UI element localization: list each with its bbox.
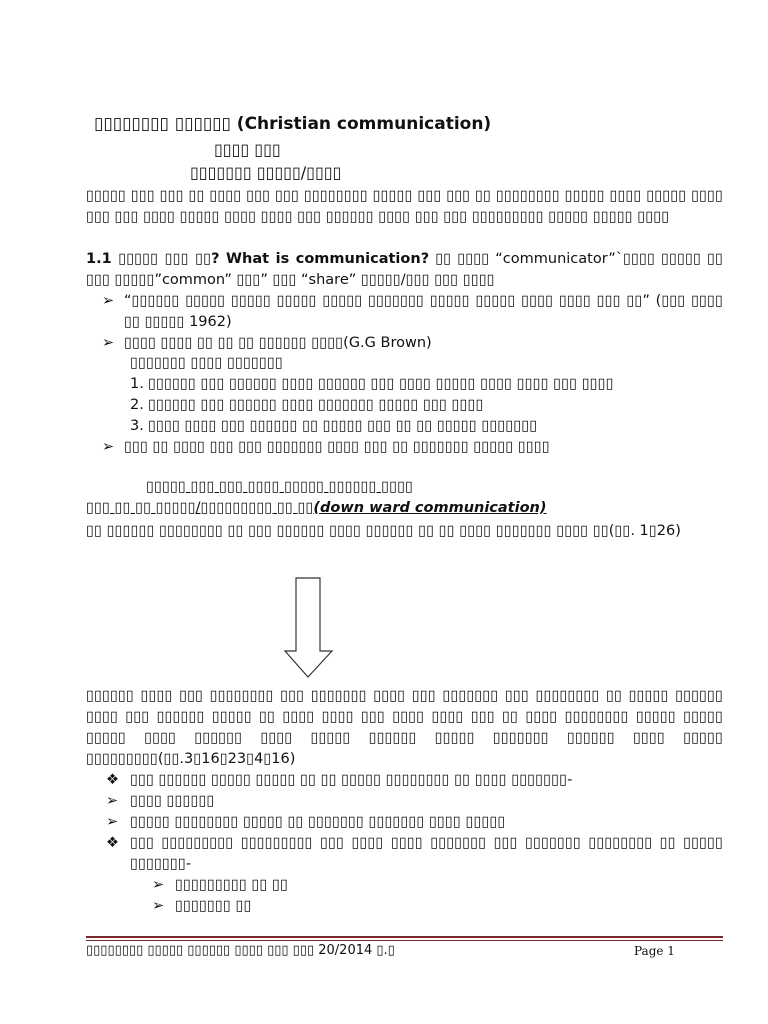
- section-2-heading: ▯▯▯▯▯ ▯▯▯ ▯▯▯ ▯▯▯▯ ▯▯▯▯▯ ▯▯▯▯▯▯ ▯▯▯▯: [146, 479, 414, 495]
- arrow-bullet-icon: ➢: [102, 293, 115, 309]
- list-item: ➢ ▯▯▯▯ ▯▯▯▯ ▯▯ ▯▯ ▯▯ ▯▯▯▯▯▯ ▯▯▯▯(G.G Brown): [86, 333, 723, 354]
- footer-text: ▯▯▯▯▯▯▯▯ ▯▯▯▯▯ ▯▯▯▯▯▯ ▯▯▯▯ ▯▯▯ ▯▯▯ 20/2014 ▯.▯: [86, 943, 395, 958]
- definition-list-2: [86, 437, 723, 458]
- section-1-1: [86, 249, 723, 291]
- list-item: ➢ ▯▯▯▯ ▯▯▯▯▯▯: [86, 791, 723, 812]
- list-item: ➢ “▯▯▯▯▯▯ ▯▯▯▯▯ ▯▯▯▯▯ ▯▯▯▯▯ ▯▯▯▯▯ ▯▯▯▯▯▯▯ ▯▯▯▯▯ ▯▯▯▯▯ ▯▯▯▯ ▯▯▯▯ ▯▯▯ ▯▯” (▯▯▯ ▯▯▯▯ ▯▯ ▯▯▯▯▯ 1962): [102, 293, 723, 330]
- section-1-1-text: ▯▯ ▯▯▯▯ “communicator”`▯▯▯▯ ▯▯▯▯▯ ▯▯ ▯▯▯ ▯▯▯▯▯”common” ▯▯▯” ▯▯▯ “share” ▯▯▯▯▯/▯▯▯ ▯▯▯ ▯▯▯▯: [86, 251, 723, 288]
- paragraph-3: ▯▯▯▯▯▯ ▯▯▯▯ ▯▯▯ ▯▯▯▯▯▯▯▯ ▯▯▯ ▯▯▯▯▯▯▯ ▯▯▯▯ ▯▯▯ ▯▯▯▯▯▯▯ ▯▯▯ ▯▯▯▯▯▯▯▯ ▯▯ ▯▯▯▯▯ ▯▯▯▯▯▯ ▯▯▯▯ ▯▯▯ ▯▯▯▯▯▯ ▯▯▯▯▯ ▯▯ ▯▯▯▯ ▯▯▯▯ ▯▯▯ ▯▯▯▯ ▯▯▯▯ ▯▯▯ ▯▯ ▯▯▯▯ ▯▯▯▯▯▯▯▯ ▯▯▯▯▯ ▯▯▯▯▯ ▯▯▯▯▯ ▯▯▯▯ ▯▯▯▯▯▯ ▯▯▯▯ ▯▯▯▯▯ ▯▯▯▯▯▯ ▯▯▯▯▯ ▯▯▯▯▯▯▯ ▯▯▯▯▯▯ ▯▯▯▯ ▯▯▯▯▯ ▯▯▯▯▯▯▯▯▯(▯▯.3▯16▯23▯4▯16): [86, 688, 723, 767]
- document-subtitle: ▯▯▯▯ ▯▯▯: [214, 140, 281, 159]
- list-item: ❖ ▯▯▯ ▯▯▯▯▯▯▯▯▯ ▯▯▯▯▯▯▯▯▯ ▯▯▯ ▯▯▯▯ ▯▯▯▯ ▯▯▯▯▯▯▯ ▯▯▯ ▯▯▯▯▯▯▯ ▯▯▯▯▯▯▯▯ ▯▯ ▯▯▯▯▯ ▯▯▯▯▯▯▯-: [106, 835, 723, 872]
- diamond-bullet-icon: ❖: [106, 772, 119, 788]
- section-2-subheading: ▯▯▯ ▯▯ ▯▯ ▯▯▯▯▯/▯▯▯▯▯▯▯▯▯ ▯▯ ▯▯(down ward communication): [86, 500, 547, 516]
- arrow-bullet-icon: ➢: [102, 335, 115, 351]
- list-item: ➢ ▯▯▯▯▯▯▯▯▯ ▯▯ ▯▯: [86, 875, 723, 896]
- document-title: ▯▯▯▯▯▯▯▯ ▯▯▯▯▯▯ (Christian communication): [94, 114, 492, 134]
- arrow-bullet-icon: ➢: [152, 898, 165, 914]
- list-item: 2. ▯▯▯▯▯▯ ▯▯▯ ▯▯▯▯▯▯ ▯▯▯▯ ▯▯▯▯▯▯▯ ▯▯▯▯▯ ▯▯▯ ▯▯▯▯: [130, 397, 484, 413]
- arrow-bullet-icon: ➢: [106, 814, 119, 830]
- arrow-bullet-icon: ➢: [152, 877, 165, 893]
- intro-paragraph: ▯▯▯▯▯ ▯▯▯ ▯▯▯ ▯▯ ▯▯▯▯ ▯▯▯ ▯▯▯ ▯▯▯▯▯▯▯▯ ▯▯▯▯▯ ▯▯▯ ▯▯▯ ▯▯ ▯▯▯▯▯▯▯▯ ▯▯▯▯▯ ▯▯▯▯ ▯▯▯▯▯ ▯▯▯▯ ▯▯▯ ▯▯▯ ▯▯▯▯ ▯▯▯▯▯ ▯▯▯▯ ▯▯▯▯ ▯▯▯ ▯▯▯▯▯▯ ▯▯▯▯ ▯▯▯ ▯▯▯ ▯▯▯▯▯▯▯▯▯ ▯▯▯▯▯ ▯▯▯▯▯ ▯▯▯▯: [86, 188, 723, 225]
- bullet-list-2: [86, 770, 723, 917]
- list-item: ➢ ▯▯▯▯▯▯▯ ▯▯: [86, 896, 723, 917]
- list-item: ➢ ▯▯▯ ▯▯ ▯▯▯▯ ▯▯▯ ▯▯▯ ▯▯▯▯▯▯▯ ▯▯▯▯ ▯▯▯ ▯▯ ▯▯▯▯▯▯▯ ▯▯▯▯▯ ▯▯▯▯: [86, 437, 723, 458]
- numbered-list: [130, 374, 614, 437]
- list-item: ➢ ▯▯▯▯▯ ▯▯▯▯▯▯▯▯ ▯▯▯▯▯ ▯▯ ▯▯▯▯▯▯▯ ▯▯▯▯▯▯▯ ▯▯▯▯ ▯▯▯▯▯: [86, 812, 723, 833]
- section-2-text: ▯▯ ▯▯▯▯▯▯ ▯▯▯▯▯▯▯▯ ▯▯ ▯▯▯ ▯▯▯▯▯▯ ▯▯▯▯ ▯▯▯▯▯▯ ▯▯ ▯▯ ▯▯▯▯ ▯▯▯▯▯▯▯ ▯▯▯▯ ▯▯(▯▯. 1▯26): [86, 523, 681, 539]
- section-1-1-label: 1.1 ▯▯▯▯▯ ▯▯▯ ▯▯? What is communication?: [86, 251, 430, 267]
- page-number: Page 1: [634, 944, 675, 958]
- diamond-bullet-icon: ❖: [106, 835, 119, 851]
- sub-label: ▯▯▯▯▯▯▯ ▯▯▯▯ ▯▯▯▯▯▯▯: [130, 355, 283, 371]
- list-item: 1. ▯▯▯▯▯▯ ▯▯▯ ▯▯▯▯▯▯ ▯▯▯▯ ▯▯▯▯▯▯ ▯▯▯ ▯▯▯▯ ▯▯▯▯▯ ▯▯▯▯ ▯▯▯▯ ▯▯▯ ▯▯▯▯: [130, 376, 614, 392]
- footer-rule: [86, 936, 723, 941]
- list-item: 3. ▯▯▯▯ ▯▯▯▯ ▯▯▯ ▯▯▯▯▯▯ ▯▯ ▯▯▯▯▯ ▯▯▯ ▯▯ ▯▯ ▯▯▯▯▯ ▯▯▯▯▯▯▯: [130, 418, 538, 434]
- arrow-bullet-icon: ➢: [102, 439, 115, 455]
- definition-list: [86, 291, 723, 354]
- arrow-bullet-icon: ➢: [106, 793, 119, 809]
- down-arrow-icon: [284, 577, 334, 679]
- document-subtitle-2: ▯▯▯▯▯▯▯ ▯▯▯▯▯/▯▯▯▯: [190, 163, 342, 182]
- list-item: ❖ ▯▯▯ ▯▯▯▯▯▯ ▯▯▯▯▯ ▯▯▯▯▯ ▯▯ ▯▯ ▯▯▯▯▯ ▯▯▯▯▯▯▯▯ ▯▯ ▯▯▯▯ ▯▯▯▯▯▯▯-: [86, 770, 723, 791]
